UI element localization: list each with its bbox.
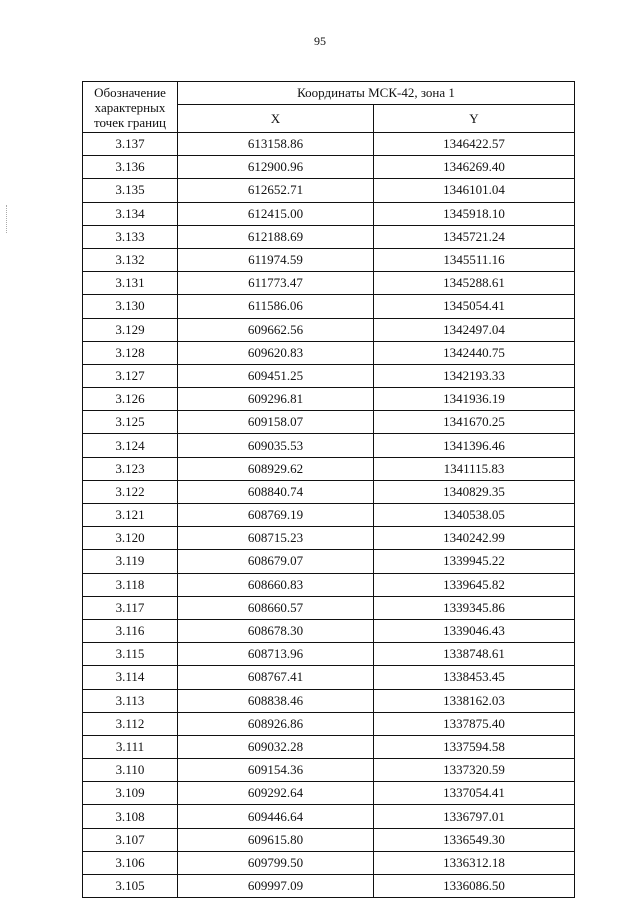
x-coordinate-cell: 612415.00: [178, 202, 374, 225]
point-id-cell: 3.117: [83, 596, 178, 619]
table-row: [83, 712, 575, 735]
y-coordinate-cell: 1341936.19: [374, 388, 575, 411]
point-id-cell: 3.136: [83, 156, 178, 179]
point-id-cell: 3.130: [83, 295, 178, 318]
table-row: [83, 457, 575, 480]
x-coordinate-cell: 609615.80: [178, 828, 374, 851]
header-coordinates: Координаты МСК-42, зона 1: [178, 82, 575, 105]
point-id-cell: 3.125: [83, 411, 178, 434]
table-row: [83, 411, 575, 434]
y-coordinate-cell: 1340242.99: [374, 527, 575, 550]
table-row: [83, 225, 575, 248]
x-coordinate-cell: 611586.06: [178, 295, 374, 318]
x-coordinate-cell: 609799.50: [178, 851, 374, 874]
y-coordinate-cell: 1337594.58: [374, 735, 575, 758]
table-row: [83, 133, 575, 156]
header-y: Y: [374, 105, 575, 133]
table-row: [83, 619, 575, 642]
page-number: 95: [314, 34, 326, 48]
y-coordinate-cell: 1345511.16: [374, 248, 575, 271]
point-id-cell: 3.120: [83, 527, 178, 550]
y-coordinate-cell: 1336797.01: [374, 805, 575, 828]
table-row: [83, 480, 575, 503]
y-coordinate-cell: 1339046.43: [374, 619, 575, 642]
x-coordinate-cell: 609296.81: [178, 388, 374, 411]
point-id-cell: 3.106: [83, 851, 178, 874]
point-id-cell: 3.115: [83, 643, 178, 666]
y-coordinate-cell: 1342497.04: [374, 318, 575, 341]
point-id-cell: 3.105: [83, 875, 178, 898]
point-id-cell: 3.132: [83, 248, 178, 271]
table-row: [83, 782, 575, 805]
table-row: [83, 156, 575, 179]
y-coordinate-cell: 1338162.03: [374, 689, 575, 712]
y-coordinate-cell: 1340829.35: [374, 480, 575, 503]
table-row: [83, 643, 575, 666]
x-coordinate-cell: 609446.64: [178, 805, 374, 828]
y-coordinate-cell: 1345721.24: [374, 225, 575, 248]
table-row: [83, 364, 575, 387]
table-row: [83, 596, 575, 619]
point-id-cell: 3.135: [83, 179, 178, 202]
y-coordinate-cell: 1341396.46: [374, 434, 575, 457]
y-coordinate-cell: 1345288.61: [374, 272, 575, 295]
table-row: [83, 388, 575, 411]
y-coordinate-cell: 1342193.33: [374, 364, 575, 387]
x-coordinate-cell: 609620.83: [178, 341, 374, 364]
x-coordinate-cell: 608769.19: [178, 504, 374, 527]
point-id-cell: 3.118: [83, 573, 178, 596]
y-coordinate-cell: 1339945.22: [374, 550, 575, 573]
table-row: [83, 828, 575, 851]
x-coordinate-cell: 608715.23: [178, 527, 374, 550]
x-coordinate-cell: 612652.71: [178, 179, 374, 202]
table-row: [83, 179, 575, 202]
x-coordinate-cell: 608678.30: [178, 619, 374, 642]
x-coordinate-cell: 608767.41: [178, 666, 374, 689]
table-row: [83, 295, 575, 318]
point-id-cell: 3.123: [83, 457, 178, 480]
y-coordinate-cell: 1346422.57: [374, 133, 575, 156]
y-coordinate-cell: 1339345.86: [374, 596, 575, 619]
table-row: [83, 202, 575, 225]
point-id-cell: 3.114: [83, 666, 178, 689]
point-id-cell: 3.133: [83, 225, 178, 248]
table-row: [83, 666, 575, 689]
x-coordinate-cell: 609154.36: [178, 759, 374, 782]
header-designation: [83, 82, 178, 133]
point-id-cell: 3.134: [83, 202, 178, 225]
y-coordinate-cell: 1337875.40: [374, 712, 575, 735]
table-body: [83, 133, 575, 898]
table-row: [83, 759, 575, 782]
table-row: [83, 272, 575, 295]
y-coordinate-cell: 1336549.30: [374, 828, 575, 851]
point-id-cell: 3.137: [83, 133, 178, 156]
point-id-cell: 3.122: [83, 480, 178, 503]
table-row: [83, 248, 575, 271]
table-row: [83, 527, 575, 550]
point-id-cell: 3.129: [83, 318, 178, 341]
y-coordinate-cell: 1340538.05: [374, 504, 575, 527]
point-id-cell: 3.126: [83, 388, 178, 411]
point-id-cell: 3.121: [83, 504, 178, 527]
x-coordinate-cell: 609158.07: [178, 411, 374, 434]
y-coordinate-cell: 1341670.25: [374, 411, 575, 434]
x-coordinate-cell: 609997.09: [178, 875, 374, 898]
y-coordinate-cell: 1336086.50: [374, 875, 575, 898]
x-coordinate-cell: 608926.86: [178, 712, 374, 735]
header-x: X: [178, 105, 374, 133]
y-coordinate-cell: 1337054.41: [374, 782, 575, 805]
x-coordinate-cell: 608713.96: [178, 643, 374, 666]
x-coordinate-cell: 608929.62: [178, 457, 374, 480]
y-coordinate-cell: 1336312.18: [374, 851, 575, 874]
coordinates-table: [82, 81, 575, 898]
x-coordinate-cell: 609292.64: [178, 782, 374, 805]
y-coordinate-cell: 1346101.04: [374, 179, 575, 202]
point-id-cell: 3.113: [83, 689, 178, 712]
y-coordinate-cell: 1337320.59: [374, 759, 575, 782]
scan-margin-mark: [6, 205, 9, 233]
x-coordinate-cell: 608660.83: [178, 573, 374, 596]
table-row: [83, 550, 575, 573]
table-row: [83, 875, 575, 898]
table-row: [83, 735, 575, 758]
point-id-cell: 3.109: [83, 782, 178, 805]
x-coordinate-cell: 609032.28: [178, 735, 374, 758]
y-coordinate-cell: 1345054.41: [374, 295, 575, 318]
x-coordinate-cell: 608660.57: [178, 596, 374, 619]
table-row: [83, 573, 575, 596]
y-coordinate-cell: 1342440.75: [374, 341, 575, 364]
table-row: [83, 504, 575, 527]
x-coordinate-cell: 611773.47: [178, 272, 374, 295]
x-coordinate-cell: 612900.96: [178, 156, 374, 179]
y-coordinate-cell: 1339645.82: [374, 573, 575, 596]
x-coordinate-cell: 609035.53: [178, 434, 374, 457]
point-id-cell: 3.107: [83, 828, 178, 851]
x-coordinate-cell: 612188.69: [178, 225, 374, 248]
point-id-cell: 3.111: [83, 735, 178, 758]
x-coordinate-cell: 608838.46: [178, 689, 374, 712]
table-row: [83, 318, 575, 341]
y-coordinate-cell: 1346269.40: [374, 156, 575, 179]
y-coordinate-cell: 1338453.45: [374, 666, 575, 689]
point-id-cell: 3.110: [83, 759, 178, 782]
point-id-cell: 3.124: [83, 434, 178, 457]
point-id-cell: 3.119: [83, 550, 178, 573]
header-designation-line-1: Обозначение: [94, 84, 166, 100]
table-row: [83, 689, 575, 712]
x-coordinate-cell: 609451.25: [178, 364, 374, 387]
point-id-cell: 3.131: [83, 272, 178, 295]
x-coordinate-cell: 608840.74: [178, 480, 374, 503]
x-coordinate-cell: 613158.86: [178, 133, 374, 156]
point-id-cell: 3.112: [83, 712, 178, 735]
x-coordinate-cell: 609662.56: [178, 318, 374, 341]
point-id-cell: 3.127: [83, 364, 178, 387]
header-designation-line-3: точек границ: [93, 114, 167, 130]
table-row: [83, 341, 575, 364]
y-coordinate-cell: 1338748.61: [374, 643, 575, 666]
header-designation-line-2: характерных: [94, 99, 166, 115]
x-coordinate-cell: 611974.59: [178, 248, 374, 271]
table-row: [83, 434, 575, 457]
point-id-cell: 3.108: [83, 805, 178, 828]
y-coordinate-cell: 1345918.10: [374, 202, 575, 225]
point-id-cell: 3.128: [83, 341, 178, 364]
y-coordinate-cell: 1341115.83: [374, 457, 575, 480]
x-coordinate-cell: 608679.07: [178, 550, 374, 573]
table-row: [83, 851, 575, 874]
table-row: [83, 805, 575, 828]
point-id-cell: 3.116: [83, 619, 178, 642]
